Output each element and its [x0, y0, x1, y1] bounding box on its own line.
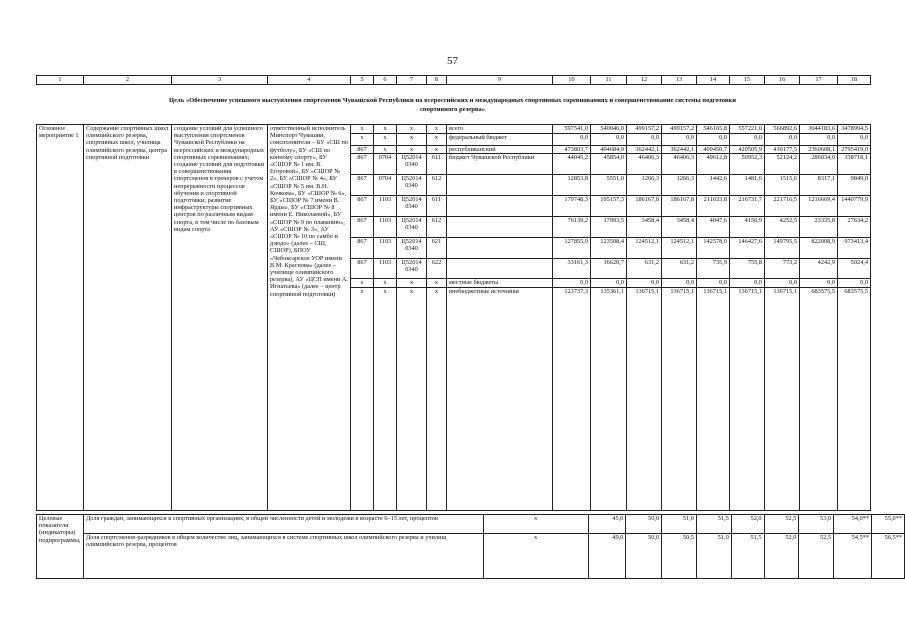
funding-value: 136715,1 — [662, 288, 697, 511]
funding-value: 1266,3 — [627, 175, 662, 196]
budget-code-c6: 1103 — [374, 217, 397, 238]
funding-value: 216731,7 — [730, 196, 765, 217]
funding-source — [447, 196, 553, 217]
budget-code-c7: Ц52014 0340 — [397, 154, 427, 175]
funding-value: 3458,4 — [627, 217, 662, 238]
budget-code-c5: 867 — [351, 217, 374, 238]
target-x: x — [483, 534, 588, 579]
funding-value: 52124,2 — [765, 154, 800, 175]
funding-value: 566892,6 — [765, 125, 800, 134]
funding-value: 136715,1 — [730, 288, 765, 511]
funding-value: 3044183,6 — [800, 125, 838, 134]
finance-row — [37, 125, 871, 134]
funding-value: 124512,1 — [627, 238, 662, 259]
funding-value: 362442,1 — [627, 146, 662, 154]
budget-code-c5: x — [351, 125, 374, 134]
funding-value: 27634,2 — [838, 217, 871, 238]
budget-code-c6: x — [374, 125, 397, 134]
funding-value: 362442,1 — [662, 146, 697, 154]
column-number: 13 — [662, 76, 697, 85]
funding-value: 1266,3 — [662, 175, 697, 196]
budget-code-c5: 867 — [351, 238, 374, 259]
column-number: 3 — [172, 76, 268, 85]
funding-value: 123737,3 — [553, 288, 591, 511]
funding-value: 142578,0 — [697, 238, 730, 259]
funding-value: 186167,8 — [627, 196, 662, 217]
column-number: 15 — [730, 76, 765, 85]
funding-value: 546165,8 — [697, 125, 730, 134]
funding-value: 2795419,0 — [838, 146, 871, 154]
funding-value: 499157,2 — [662, 125, 697, 134]
funding-value: 3478994,5 — [838, 125, 871, 134]
funding-value: 420505,9 — [730, 146, 765, 154]
targets-label: Целевые показатели (индикаторы) подпрограммы, — [37, 515, 84, 579]
funding-value: 1442,6 — [697, 175, 730, 196]
budget-code-c7: x — [397, 146, 427, 154]
budget-code-c5: x — [351, 279, 374, 288]
target-value: 55,0** — [872, 515, 905, 534]
funding-value: 4252,5 — [765, 217, 800, 238]
budget-code-c7: Ц52014 0340 — [397, 259, 427, 279]
target-value: 50,0 — [626, 515, 662, 534]
funding-value: 146427,6 — [730, 238, 765, 259]
funding-value: 0,0 — [800, 279, 838, 288]
column-number: 14 — [697, 76, 730, 85]
target-row — [37, 534, 905, 579]
funding-value: 136715,1 — [765, 288, 800, 511]
funding-value: 179748,3 — [553, 196, 591, 217]
budget-code-c7: x — [397, 134, 427, 146]
funding-value: 0,0 — [765, 279, 800, 288]
target-text: Доля граждан, занимающихся в спортивных организациях, в общей численности детей и молодежи в возрасте 6–15 лет, процентов — [83, 515, 483, 534]
funding-value: 0,0 — [697, 279, 730, 288]
column-number: 1 — [37, 76, 84, 85]
funding-value: 0,0 — [730, 279, 765, 288]
budget-code-c6: 1103 — [374, 259, 397, 279]
budget-code-c6: 1103 — [374, 238, 397, 259]
column-number: 6 — [374, 76, 397, 85]
funding-value: 3458,4 — [662, 217, 697, 238]
targets-table — [36, 514, 905, 579]
event-executor: ответственный исполнитель Минспорт Чувашии, соисполнители – БУ «СШ по футболу», БУ «СШ по конному спорту», БУ «СШОР № 1 им. В. Егоровой», БУ «СШОР № 2», БУ «СШОР № 4», БУ «СШОР № 5 им. В.Н. Кочкова», БУ «СШОР № 6», БУ «СШОР № 7 имени В. Ярды», БУ «СШОР № 8 имени Е. Николаевой», БУ «СШОР № 9 по плаванию», АУ «СШОР № 3», АУ «СШОР № 10 по самбо и дзюдо» (далее – СШ, СШОР), БПОУ «Чебоксарское УОР имени В.М. Краснова» (далее – училище олимпийского резерва), АУ «ЦСП имени А. Игнатьева» (далее – центр спортивной подготовки) — [268, 125, 351, 511]
budget-code-c5: x — [351, 134, 374, 146]
column-number: 16 — [765, 76, 800, 85]
funding-value: 0,0 — [730, 134, 765, 146]
column-number-row — [36, 75, 871, 85]
target-value: 52,0 — [731, 515, 764, 534]
budget-code-c8: 622 — [427, 259, 447, 279]
funding-value: 0,0 — [662, 134, 697, 146]
funding-value: 338718,1 — [838, 154, 871, 175]
event-description: Содержание спортивных школ олимпийского резерва, спортивных школ, училища олимпийского резерва, центра спортивной подготовки — [84, 125, 172, 511]
budget-code-c6: x — [374, 279, 397, 288]
target-value: 52,0 — [764, 534, 799, 579]
funding-source — [447, 238, 553, 259]
funding-value: 773,2 — [765, 259, 800, 279]
budget-code-c5: 867 — [351, 154, 374, 175]
funding-value: 540046,0 — [591, 125, 627, 134]
funding-value: 46406,3 — [662, 154, 697, 175]
funding-value: 597541,0 — [553, 125, 591, 134]
budget-code-c8: x — [427, 125, 447, 134]
budget-code-c8: x — [427, 279, 447, 288]
funding-value: 76139,2 — [553, 217, 591, 238]
budget-code-c7: x — [397, 288, 427, 511]
funding-value: 0,0 — [591, 134, 627, 146]
target-value: 53,0 — [799, 515, 834, 534]
budget-code-c8: 611 — [427, 196, 447, 217]
funding-value: 473803,7 — [553, 146, 591, 154]
funding-value: 0,0 — [838, 134, 871, 146]
target-value: 52,5 — [764, 515, 799, 534]
funding-value: 0,0 — [662, 279, 697, 288]
column-number: 10 — [553, 76, 591, 85]
funding-value: 124512,1 — [662, 238, 697, 259]
budget-code-c8: 612 — [427, 175, 447, 196]
funding-value: 631,2 — [627, 259, 662, 279]
funding-source: бюджет Чувашской Республики — [447, 154, 553, 175]
funding-source — [447, 259, 553, 279]
funding-value: 557221,0 — [730, 125, 765, 134]
funding-value: 149795,5 — [765, 238, 800, 259]
budget-code-c8: x — [427, 134, 447, 146]
page-number: 57 — [447, 55, 458, 67]
funding-value: 195157,3 — [591, 196, 627, 217]
funding-value: 631,2 — [662, 259, 697, 279]
funding-value: 0,0 — [838, 279, 871, 288]
funding-value: 45854,0 — [591, 154, 627, 175]
column-number: 8 — [427, 76, 447, 85]
budget-code-c5: 867 — [351, 175, 374, 196]
funding-value: 0,0 — [553, 279, 591, 288]
budget-code-c5: 867 — [351, 259, 374, 279]
funding-value: 4047,6 — [697, 217, 730, 238]
finance-table — [36, 124, 871, 511]
funding-value: 0,0 — [591, 279, 627, 288]
column-number: 5 — [351, 76, 374, 85]
funding-value: 0,0 — [627, 279, 662, 288]
funding-value: 735,9 — [697, 259, 730, 279]
column-number: 4 — [268, 76, 351, 85]
budget-code-c8: 621 — [427, 238, 447, 259]
goal-heading: Цель «Обеспечение успешного выступления спортсменов Чувашской Республики на всероссийских и международных спортивных соревнованиях и совершенствование системы подготовки спортивного резерва» — [168, 97, 737, 113]
event-result: создание условий для успешного выступления спортсменов Чувашской Республики на всероссийских и международных спортивных соревнованиях; создание условий для подготовки в совершенствования спортсменов в тренеров с учетом непрерывности процессов обучения и спортивной подготовки; развитие инфраструктуры спортивных центров по различным видам спорта, в том числе по базовым видам спорта — [172, 125, 268, 511]
funding-value: 683575,5 — [838, 288, 871, 511]
target-value: 49,0 — [588, 534, 626, 579]
budget-code-c7: Ц52014 0340 — [397, 217, 427, 238]
funding-source — [447, 217, 553, 238]
target-value: 45,0 — [588, 515, 626, 534]
target-text: Доля спортсменов-разрядников в общем количестве лиц, занимающихся в системе спортивных школ олимпийского резерва и училищ олимпийского резерва, процентов — [83, 534, 483, 579]
target-value: 50,0 — [626, 534, 662, 579]
funding-value: 17993,5 — [591, 217, 627, 238]
funding-value: 9849,0 — [838, 175, 871, 196]
target-value: 51,0 — [662, 515, 697, 534]
funding-value: 499157,2 — [627, 125, 662, 134]
column-number: 9 — [447, 76, 553, 85]
funding-value: 221716,5 — [765, 196, 800, 217]
funding-value: 430177,5 — [765, 146, 800, 154]
funding-value: 409450,7 — [697, 146, 730, 154]
budget-code-c7: Ц52014 0340 — [397, 196, 427, 217]
budget-code-c8: x — [427, 146, 447, 154]
target-value: 51,5 — [696, 515, 731, 534]
funding-source: федеральный бюджет — [447, 134, 553, 146]
funding-value: 33161,3 — [553, 259, 591, 279]
budget-code-c6: x — [374, 134, 397, 146]
budget-code-c6: x — [374, 146, 397, 154]
budget-code-c5: x — [351, 288, 374, 511]
funding-source: республиканский — [447, 146, 553, 154]
funding-source: внебюджетные источники — [447, 288, 553, 511]
funding-value: 127855,9 — [553, 238, 591, 259]
funding-value: 12853,8 — [553, 175, 591, 196]
funding-value: 49612,8 — [697, 154, 730, 175]
funding-value: 44045,2 — [553, 154, 591, 175]
budget-code-c5: 867 — [351, 146, 374, 154]
funding-value: 136715,1 — [627, 288, 662, 511]
funding-value: 5024,4 — [838, 259, 871, 279]
funding-value: 2360608,1 — [800, 146, 838, 154]
target-value: 54,5** — [834, 534, 872, 579]
column-number: 2 — [84, 76, 172, 85]
column-number: 17 — [800, 76, 838, 85]
column-number: 12 — [627, 76, 662, 85]
budget-code-c6: 0704 — [374, 154, 397, 175]
funding-value: 135361,1 — [591, 288, 627, 511]
budget-code-c6: 0704 — [374, 175, 397, 196]
budget-code-c7: Ц52014 0340 — [397, 238, 427, 259]
budget-code-c6: 1103 — [374, 196, 397, 217]
budget-code-c6: x — [374, 288, 397, 511]
column-number: 7 — [397, 76, 427, 85]
funding-value: 1440779,9 — [838, 196, 871, 217]
funding-value: 8317,1 — [800, 175, 838, 196]
funding-value: 5551,0 — [591, 175, 627, 196]
budget-code-c5: 867 — [351, 196, 374, 217]
funding-value: 0,0 — [553, 134, 591, 146]
funding-value: 286034,0 — [800, 154, 838, 175]
funding-source — [447, 175, 553, 196]
funding-value: 4156,9 — [730, 217, 765, 238]
budget-code-c7: Ц52014 0340 — [397, 175, 427, 196]
funding-value: 186167,8 — [662, 196, 697, 217]
funding-value: 1216669,4 — [800, 196, 838, 217]
target-row — [37, 515, 905, 534]
target-value: 50,5 — [662, 534, 697, 579]
funding-value: 404684,9 — [591, 146, 627, 154]
funding-value: 46406,3 — [627, 154, 662, 175]
budget-code-c7: x — [397, 125, 427, 134]
target-value: 51,0 — [696, 534, 731, 579]
funding-value: 50952,3 — [730, 154, 765, 175]
funding-value: 211033,8 — [697, 196, 730, 217]
event-name: Основное мероприятие 1 — [37, 125, 84, 511]
funding-value: 136715,1 — [697, 288, 730, 511]
funding-value: 23335,8 — [800, 217, 838, 238]
target-value: 54,0** — [834, 515, 872, 534]
funding-value: 0,0 — [697, 134, 730, 146]
funding-value: 973413,4 — [838, 238, 871, 259]
funding-value: 1481,6 — [730, 175, 765, 196]
target-value: 52,5 — [799, 534, 834, 579]
funding-value: 683575,5 — [800, 288, 838, 511]
funding-value: 1515,6 — [765, 175, 800, 196]
target-value: 51,5 — [731, 534, 764, 579]
column-number: 18 — [838, 76, 871, 85]
funding-value: 0,0 — [765, 134, 800, 146]
funding-value: 4242,9 — [800, 259, 838, 279]
funding-value: 16620,7 — [591, 259, 627, 279]
target-x: x — [483, 515, 588, 534]
column-number: 11 — [591, 76, 627, 85]
funding-value: 0,0 — [627, 134, 662, 146]
budget-code-c8: 612 — [427, 217, 447, 238]
target-value: 56,5** — [872, 534, 905, 579]
funding-value: 123508,4 — [591, 238, 627, 259]
funding-value: 0,0 — [800, 134, 838, 146]
funding-source: всего — [447, 125, 553, 134]
budget-code-c7: x — [397, 279, 427, 288]
funding-value: 755,8 — [730, 259, 765, 279]
budget-code-c8: x — [427, 288, 447, 511]
funding-value: 822008,9 — [800, 238, 838, 259]
budget-code-c8: 611 — [427, 154, 447, 175]
funding-source: местные бюджеты — [447, 279, 553, 288]
